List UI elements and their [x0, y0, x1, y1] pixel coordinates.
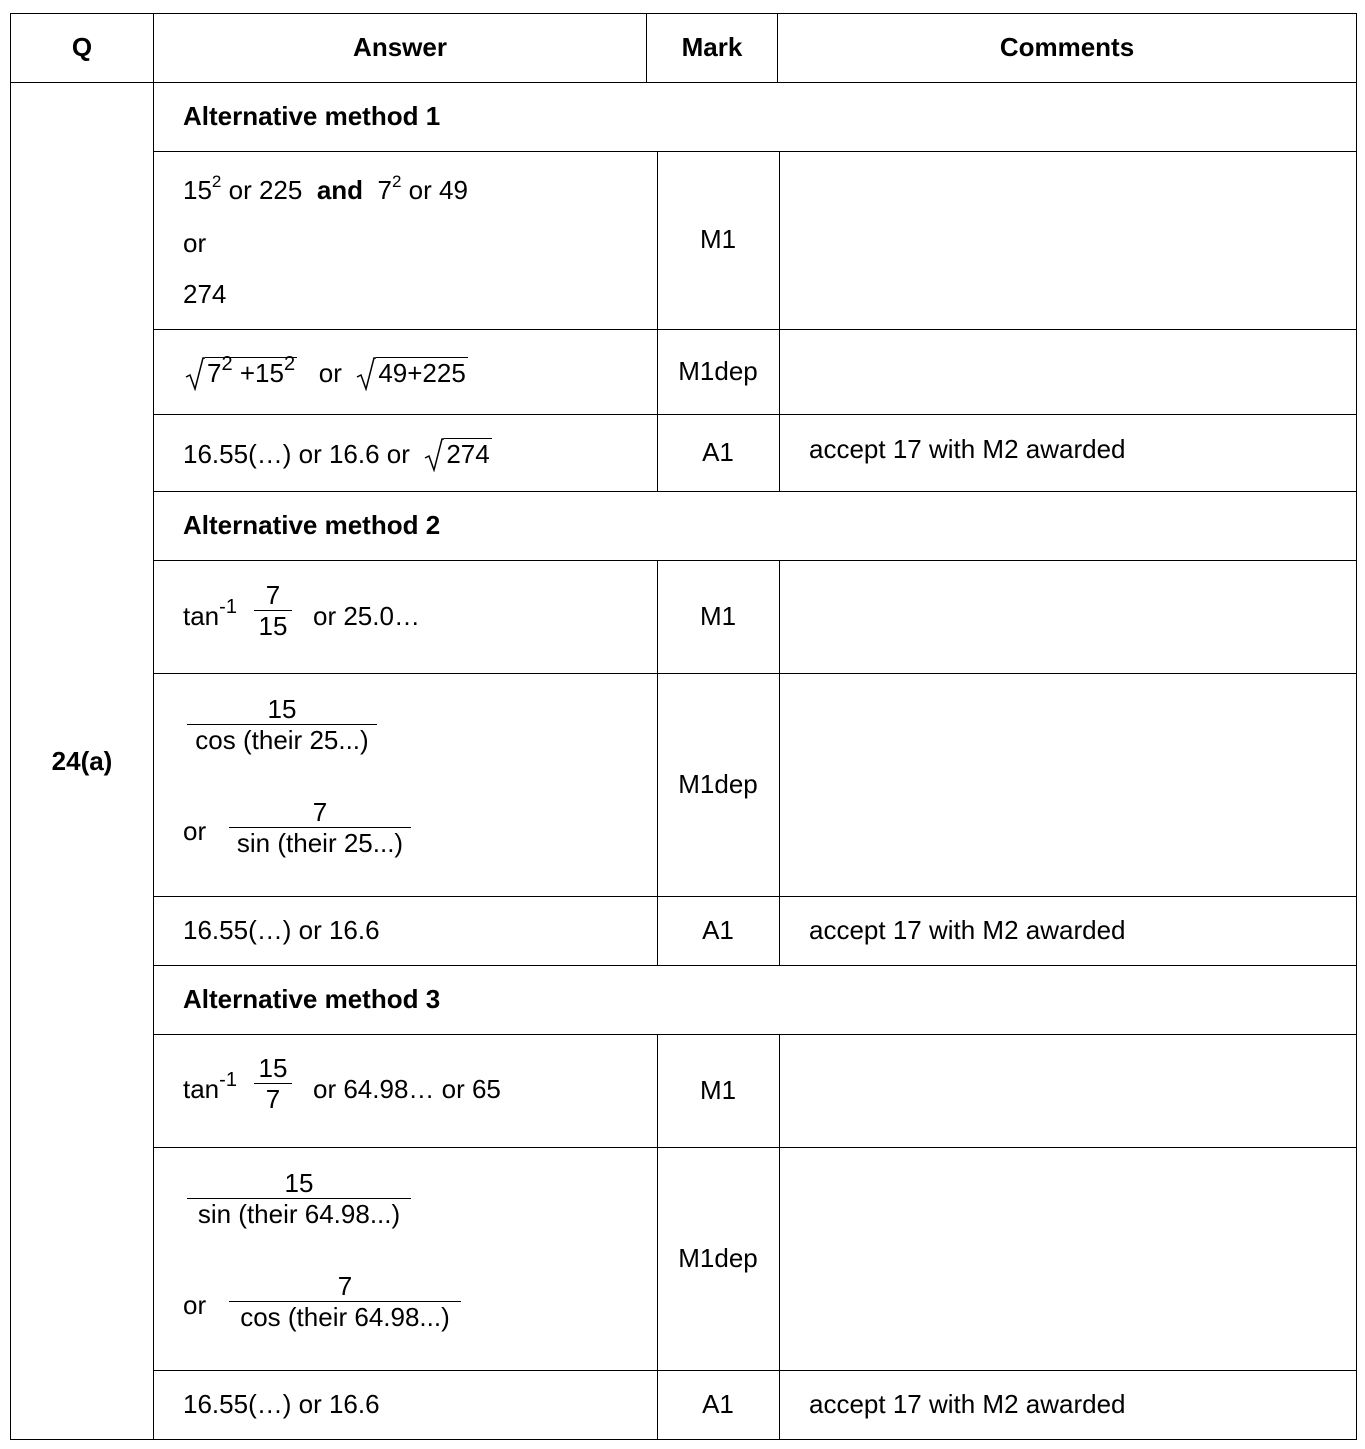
- header-bottom-rule: [10, 82, 1357, 83]
- mark-value: M1dep: [678, 356, 758, 386]
- header-mark-divider-right: [777, 13, 778, 82]
- answer-mark-divider: [657, 560, 658, 965]
- comment-text: accept 17 with M2 awarded: [809, 1389, 1126, 1419]
- comment-text: accept 17 with M2 awarded: [809, 434, 1126, 464]
- row-rule: [153, 896, 1357, 897]
- fraction: 7 15: [254, 580, 292, 641]
- row-rule: [153, 1370, 1357, 1371]
- mark-comment-divider: [779, 1034, 780, 1439]
- row-rule: [153, 1147, 1357, 1148]
- row-rule: [153, 151, 1357, 152]
- mark-value: M1: [699, 601, 737, 631]
- method-heading: Alternative method 1: [183, 101, 441, 131]
- square-root-expression: $7^2 +15^2$: [185, 357, 297, 391]
- header-mark: Mark: [681, 32, 743, 62]
- fraction: 15 sin (their 64.98...): [187, 1168, 411, 1229]
- answer-or: or: [183, 228, 207, 258]
- exponent: 2: [391, 172, 402, 191]
- mark-value: M1dep: [678, 769, 758, 799]
- answer-line: $\tan^{-1}$: [183, 596, 237, 631]
- square-root-expression: 49+225: [356, 357, 468, 388]
- answer-mark-divider: [657, 151, 658, 491]
- answer-line: 274: [183, 279, 227, 309]
- radical-sign: [185, 357, 205, 397]
- fraction: 7 sin (their 25...): [229, 797, 411, 858]
- fraction: 7 cos (their 64.98...): [229, 1271, 461, 1332]
- answer-or: or: [183, 816, 207, 846]
- question-number: 24(a): [51, 746, 113, 776]
- exponent: 2: [211, 172, 222, 191]
- header-mark-divider-left: [646, 13, 647, 82]
- answer-term: 15: [183, 175, 212, 205]
- answer-line: or 64.98… or 65: [313, 1074, 501, 1104]
- row-rule: [153, 560, 1357, 561]
- q-column-divider: [153, 13, 154, 1440]
- table-border-bottom: [10, 1439, 1357, 1440]
- square-root-expression: 274: [424, 438, 491, 469]
- comment-text: accept 17 with M2 awarded: [809, 915, 1126, 945]
- header-q: Q: [71, 32, 93, 62]
- row-rule: [153, 329, 1357, 330]
- row-rule: [153, 414, 1357, 415]
- answer-line: 16.55(…) or 16.6 or 274: [183, 438, 492, 469]
- answer-or: or: [183, 1290, 207, 1320]
- table-border-right: [1356, 13, 1357, 1440]
- row-rule: [153, 673, 1357, 674]
- header-comments: Comments: [999, 32, 1135, 62]
- mark-value: A1: [702, 1389, 734, 1419]
- answer-term: or 49: [408, 175, 468, 205]
- mark-comment-divider: [779, 560, 780, 965]
- table-border-left: [10, 13, 11, 1440]
- row-rule: [153, 965, 1357, 966]
- method-heading: Alternative method 3: [183, 984, 441, 1014]
- answer-term: or 225: [228, 175, 303, 205]
- mark-value: M1: [699, 224, 737, 254]
- mark-value: A1: [702, 437, 734, 467]
- table-border-top: [10, 13, 1357, 14]
- mark-value: M1dep: [678, 1243, 758, 1273]
- answer-line: [183, 172, 468, 209]
- answer-mark-divider: [657, 1034, 658, 1439]
- mark-value: A1: [702, 915, 734, 945]
- answer-line: or 25.0…: [313, 601, 420, 631]
- answer-line: [185, 353, 468, 391]
- answer-line: $\tan^{-1}$: [183, 1069, 237, 1104]
- method-heading: Alternative method 2: [183, 510, 441, 540]
- answer-or: or: [318, 358, 342, 388]
- answer-conjunction: and: [316, 175, 364, 205]
- row-rule: [153, 1034, 1357, 1035]
- fraction: 15 7: [254, 1053, 292, 1114]
- header-answer: Answer: [353, 32, 447, 62]
- fraction: 15 cos (their 25...): [187, 694, 377, 755]
- answer-term: 7: [377, 175, 392, 205]
- mark-value: M1: [699, 1075, 737, 1105]
- answer-line: 16.55(…) or 16.6: [183, 1389, 380, 1419]
- radical-sign: [424, 438, 444, 478]
- answer-line: 16.55(…) or 16.6: [183, 915, 380, 945]
- mark-comment-divider: [779, 151, 780, 491]
- radical-sign: [356, 357, 376, 397]
- row-rule: [153, 491, 1357, 492]
